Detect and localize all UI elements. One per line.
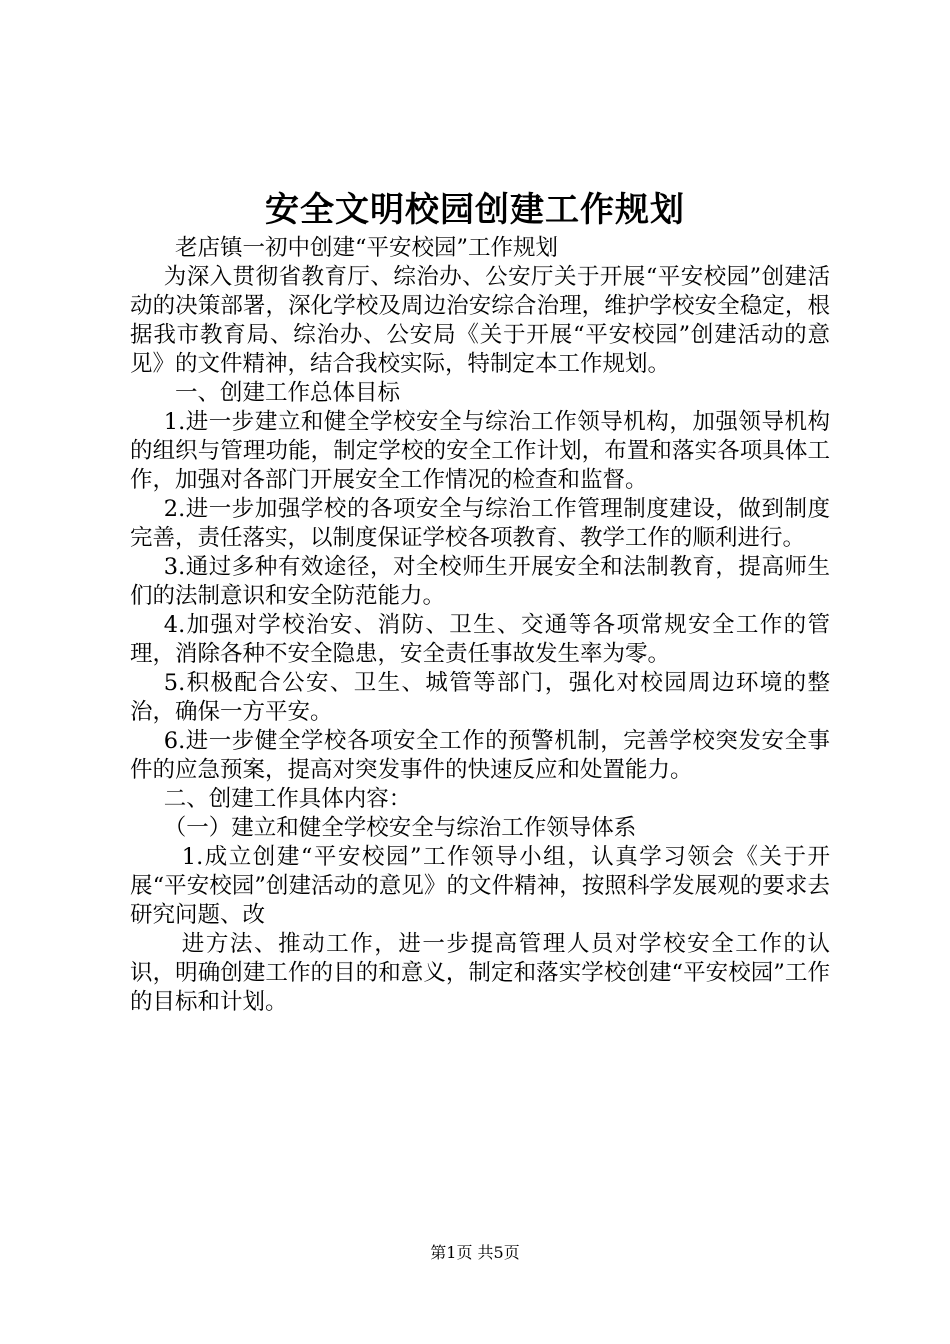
section-heading-1: 一、创建工作总体目标 <box>175 380 401 406</box>
paragraph-item-5: 5.积极配合公安、卫生、城管等部门，强化对校园周边环境的整治，确保一方平安。 <box>130 670 830 725</box>
paragraph-subitem-1: 1.成立创建“平安校园”工作领导小组，认真学习领会《关于开展“平安校园”创建活动的意见》的文件精神，按照科学发展观的要求去研究问题、改 <box>130 844 830 928</box>
paragraph-subtitle: 老店镇一初中创建“平安校园”工作规划 <box>175 235 559 261</box>
document-title: 安全文明校园创建工作规划 <box>265 190 685 230</box>
document-body <box>130 234 830 1017</box>
paragraph-item-2: 2.进一步加强学校的各项安全与综治工作管理制度建设，做到制度完善，责任落实，以制度保证学校各项教育、教学工作的顺利进行。 <box>130 496 830 551</box>
page-footer: 第1页 共5页 <box>430 1243 520 1262</box>
paragraph-item-6: 6.进一步健全学校各项安全工作的预警机制，完善学校突发安全事件的应急预案，提高对突发事件的快速反应和处置能力。 <box>130 728 830 783</box>
paragraph-item-1: 1.进一步建立和健全学校安全与综治工作领导机构，加强领导机构的组织与管理功能，制定学校的安全工作计划，布置和落实各项具体工作，加强对各部门开展安全工作情况的检查和监督。 <box>130 409 830 493</box>
subsection-heading-1: （一）建立和健全学校安全与综治工作领导体系 <box>163 815 637 841</box>
paragraph-item-3: 3.通过多种有效途径，对全校师生开展安全和法制教育，提高师生们的法制意识和安全防范能力。 <box>130 554 830 609</box>
paragraph-intro: 为深入贯彻省教育厅、综治办、公安厅关于开展“平安校园”创建活动的决策部署，深化学校及周边治安综合治理，维护学校安全稳定，根据我市教育局、综治办、公安局《关于开展“平安校园”创建活动的意见》的文件精神，结合我校实际，特制定本工作规划。 <box>130 264 830 377</box>
paragraph-item-4: 4.加强对学校治安、消防、卫生、交通等各项常规安全工作的管理，消除各种不安全隐患，安全责任事故发生率为零。 <box>130 612 830 667</box>
section-heading-2: 二、创建工作具体内容： <box>163 786 412 812</box>
paragraph-subitem-1-continued: 进方法、推动工作，进一步提高管理人员对学校安全工作的认识，明确创建工作的目的和意义，制定和落实学校创建“平安校园”工作的目标和计划。 <box>130 931 830 1015</box>
